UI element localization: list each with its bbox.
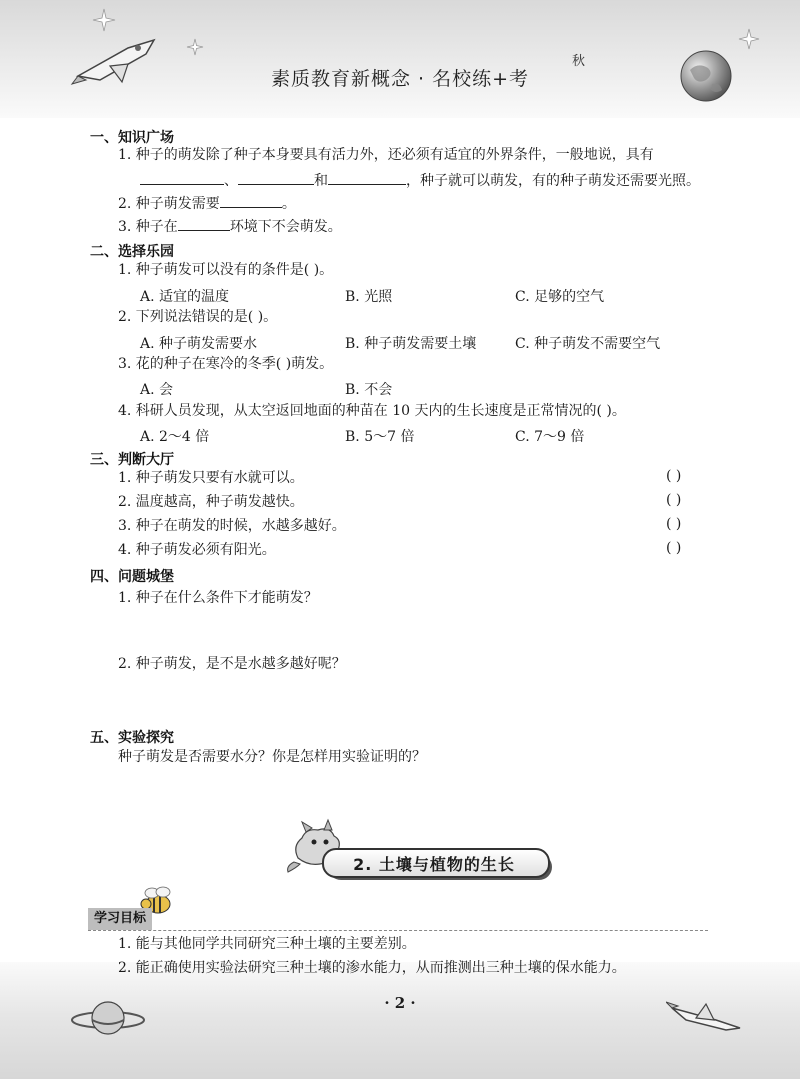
star-icon — [186, 38, 204, 56]
answer-blank[interactable] — [178, 216, 230, 231]
s1-q3 — [118, 216, 342, 237]
s3-answer-paren[interactable]: ( ) — [666, 492, 682, 508]
s2-q1-option-b[interactable]: B. 光照 — [345, 289, 393, 305]
s3-item-1: 1. 种子萌发只要有水就可以。 — [118, 470, 304, 486]
s1-q2-post: 。 — [281, 196, 296, 212]
answer-blank[interactable] — [328, 170, 406, 185]
section-title-judge: 三、判断大厅 — [90, 452, 174, 468]
goals-divider — [88, 930, 708, 931]
s1-q2 — [118, 193, 296, 214]
s2-q4-option-a[interactable]: A. 2～4 倍 — [140, 429, 210, 445]
s2-q3-option-b[interactable]: B. 不会 — [345, 382, 393, 398]
s1-q2-pre: 2. 种子萌发需要 — [118, 196, 220, 212]
season-label: 秋 — [572, 54, 586, 69]
page-number: · 2 · — [384, 994, 416, 1012]
s4-q1: 1. 种子在什么条件下才能萌发？ — [118, 590, 318, 606]
s1-q1-line1: 1. 种子的萌发除了种子本身要具有活力外，还必须有适宜的外界条件，一般地说，具有 — [118, 147, 654, 163]
goal-item-2: 2. 能正确使用实验法研究三种土壤的渗水能力，从而推测出三种土壤的保水能力。 — [118, 960, 626, 976]
s1-q1-tail: ，种子就可以萌发，有的种子萌发还需要光照。 — [406, 173, 700, 189]
s3-item-3: 3. 种子在萌发的时候，水越多越好。 — [118, 518, 346, 534]
s2-q2: 2. 下列说法错误的是( )。 — [118, 309, 278, 325]
s3-answer-paren[interactable]: ( ) — [666, 468, 682, 484]
s5-question: 种子萌发是否需要水分？你是怎样用实验证明的？ — [118, 749, 426, 765]
goal-item-1: 1. 能与其他同学共同研究三种土壤的主要差别。 — [118, 936, 416, 952]
s2-q4: 4. 科研人员发现，从太空返回地面的种苗在 10 天内的生长速度是正常情况的( )。 — [118, 403, 626, 419]
s2-q4-option-b[interactable]: B. 5～7 倍 — [345, 429, 415, 445]
star-icon — [738, 28, 760, 50]
s2-q3: 3. 花的种子在寒冷的冬季( )萌发。 — [118, 356, 334, 372]
s1-q1-sep2: 和 — [314, 173, 328, 189]
chapter-title: 2. 土壤与植物的生长 — [353, 855, 515, 874]
s3-item-4: 4. 种子萌发必须有阳光。 — [118, 542, 276, 558]
star-icon — [92, 8, 116, 32]
s3-item-2: 2. 温度越高，种子萌发越快。 — [118, 494, 304, 510]
s2-q2-option-a[interactable]: A. 种子萌发需要水 — [140, 336, 258, 352]
s2-q4-option-c[interactable]: C. 7～9 倍 — [515, 429, 585, 445]
s1-q3-post: 环境下不会萌发。 — [229, 219, 342, 235]
s3-answer-paren[interactable]: ( ) — [666, 516, 682, 532]
answer-blank[interactable] — [220, 193, 282, 208]
s2-q3-option-a[interactable]: A. 会 — [140, 382, 174, 398]
header-title: 素质教育新概念 · 名校练+考 — [270, 68, 530, 90]
s2-q2-option-c[interactable]: C. 种子萌发不需要空气 — [515, 336, 661, 352]
answer-blank[interactable] — [238, 170, 314, 185]
s1-q1-sep1: 、 — [224, 173, 238, 189]
s3-answer-paren[interactable]: ( ) — [666, 540, 682, 556]
answer-blank[interactable] — [140, 170, 224, 185]
s2-q1: 1. 种子萌发可以没有的条件是( )。 — [118, 262, 334, 278]
s2-q1-option-a[interactable]: A. 适宜的温度 — [140, 289, 230, 305]
section-title-questions: 四、问题城堡 — [90, 569, 174, 585]
section-title-experiment: 五、实验探究 — [90, 730, 174, 746]
s4-q2: 2. 种子萌发，是不是水越多越好呢？ — [118, 656, 346, 672]
learning-goals-label: 学习目标 — [88, 908, 152, 930]
section-title-knowledge: 一、知识广场 — [90, 130, 174, 146]
chapter-heading — [322, 848, 554, 880]
s2-q1-option-c[interactable]: C. 足够的空气 — [515, 289, 605, 305]
s2-q2-option-b[interactable]: B. 种子萌发需要土壤 — [345, 336, 477, 352]
section-title-choice: 二、选择乐园 — [90, 244, 174, 260]
s1-q1-line2 — [140, 170, 700, 191]
s1-q3-pre: 3. 种子在 — [118, 219, 178, 235]
